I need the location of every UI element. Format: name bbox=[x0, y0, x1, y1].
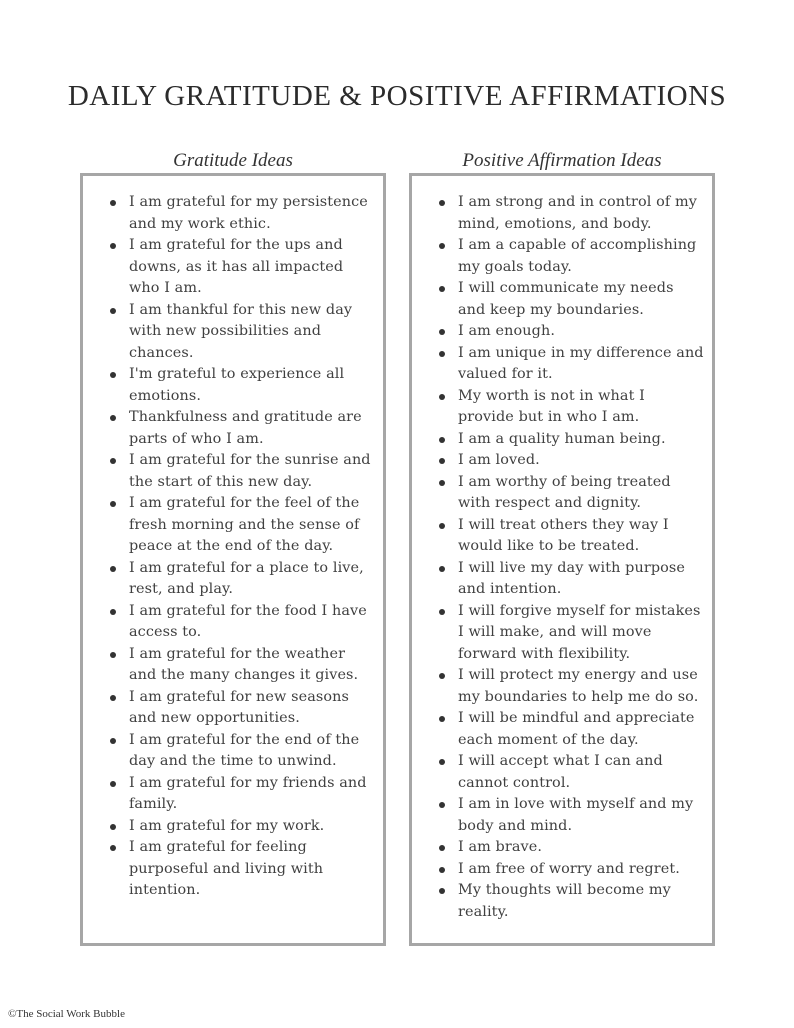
gratitude-item bbox=[105, 601, 375, 644]
bullet-icon bbox=[439, 286, 445, 292]
affirmation-item bbox=[434, 343, 704, 386]
bullet-icon bbox=[110, 845, 116, 851]
bullet-icon bbox=[110, 652, 116, 658]
page-title: DAILY GRATITUDE & POSITIVE AFFIRMATIONS bbox=[67, 80, 727, 112]
affirmations-heading: Positive Affirmation Ideas bbox=[462, 150, 662, 171]
affirmation-item-text: I will protect my energy and use my boundaries to help me do so. bbox=[458, 667, 699, 705]
affirmation-item-text: I am brave. bbox=[458, 839, 543, 855]
gratitude-box bbox=[80, 173, 386, 946]
affirmation-item-text: I am free of worry and regret. bbox=[458, 860, 680, 877]
gratitude-item-text: I am grateful for my friends and family. bbox=[129, 774, 367, 812]
affirmation-item bbox=[434, 859, 704, 881]
affirmation-item bbox=[434, 558, 704, 601]
affirmation-item-text: I am enough. bbox=[458, 323, 556, 339]
affirmation-item-text: I am unique in my difference and valued for it. bbox=[458, 344, 704, 382]
affirmation-item bbox=[434, 278, 704, 321]
affirmation-item bbox=[434, 386, 704, 429]
bullet-icon bbox=[439, 888, 445, 894]
affirmation-item bbox=[434, 794, 704, 837]
gratitude-item-text: I'm grateful to experience all emotions. bbox=[129, 366, 345, 404]
affirmation-item-text: I will live my day with purpose and intention. bbox=[458, 559, 686, 597]
bullet-icon bbox=[439, 458, 445, 464]
affirmation-item bbox=[434, 321, 704, 343]
gratitude-heading: Gratitude Ideas bbox=[173, 150, 293, 171]
gratitude-item bbox=[105, 364, 375, 407]
bullet-icon bbox=[439, 673, 445, 679]
affirmation-item bbox=[434, 837, 704, 859]
affirmation-item-text: I will treat others they way I would like to be treated. bbox=[458, 516, 669, 554]
gratitude-item-text: I am grateful for a place to live, rest, and play. bbox=[129, 559, 364, 597]
bullet-icon bbox=[439, 523, 445, 529]
affirmation-item-text: I am in love with myself and my body and mind. bbox=[458, 796, 694, 834]
affirmation-item bbox=[434, 450, 704, 472]
bullet-icon bbox=[110, 415, 116, 421]
affirmation-item bbox=[434, 192, 704, 235]
gratitude-item-text: I am grateful for the ups and downs, as it has all impacted who I am. bbox=[129, 237, 344, 296]
affirmations-box bbox=[409, 173, 715, 946]
bullet-icon bbox=[110, 200, 116, 206]
bullet-icon bbox=[110, 609, 116, 615]
gratitude-item bbox=[105, 773, 375, 816]
affirmation-item-text: My worth is not in what I provide but in who I am. bbox=[458, 387, 645, 425]
gratitude-item bbox=[105, 450, 375, 493]
affirmation-item bbox=[434, 515, 704, 558]
bullet-icon bbox=[110, 308, 116, 314]
gratitude-item bbox=[105, 407, 375, 450]
affirmation-item bbox=[434, 708, 704, 751]
affirmation-item bbox=[434, 665, 704, 708]
bullet-icon bbox=[439, 609, 445, 615]
affirmations-list bbox=[412, 176, 712, 923]
gratitude-item bbox=[105, 730, 375, 773]
affirmation-item bbox=[434, 601, 704, 666]
bullet-icon bbox=[439, 480, 445, 486]
gratitude-item-text: I am grateful for new seasons and new opportunities. bbox=[129, 688, 350, 726]
bullet-icon bbox=[439, 243, 445, 249]
affirmation-item-text: I am worthy of being treated with respect and dignity. bbox=[458, 473, 671, 511]
gratitude-item bbox=[105, 687, 375, 730]
gratitude-item bbox=[105, 300, 375, 365]
gratitude-item-text: I am grateful for the weather and the many changes it gives. bbox=[129, 645, 359, 683]
copyright-footer: ©The Social Work Bubble bbox=[8, 1008, 125, 1020]
gratitude-item bbox=[105, 493, 375, 558]
affirmation-item-text: I am strong and in control of my mind, emotions, and body. bbox=[458, 194, 697, 232]
bullet-icon bbox=[439, 329, 445, 335]
bullet-icon bbox=[439, 867, 445, 873]
bullet-icon bbox=[439, 802, 445, 808]
affirmation-item bbox=[434, 472, 704, 515]
bullet-icon bbox=[439, 566, 445, 572]
bullet-icon bbox=[110, 372, 116, 378]
gratitude-item-text: I am grateful for the end of the day and the time to unwind. bbox=[129, 731, 360, 769]
bullet-icon bbox=[439, 845, 445, 851]
bullet-icon bbox=[110, 458, 116, 464]
affirmation-item bbox=[434, 880, 704, 923]
gratitude-item-text: I am grateful for my persistence and my work ethic. bbox=[129, 194, 368, 232]
gratitude-item-text: I am grateful for feeling purposeful and living with intention. bbox=[129, 839, 324, 898]
bullet-icon bbox=[110, 566, 116, 572]
gratitude-item bbox=[105, 192, 375, 235]
bullet-icon bbox=[439, 759, 445, 765]
gratitude-list bbox=[83, 176, 383, 902]
bullet-icon bbox=[439, 394, 445, 400]
gratitude-item bbox=[105, 644, 375, 687]
bullet-icon bbox=[110, 781, 116, 787]
bullet-icon bbox=[110, 738, 116, 744]
bullet-icon bbox=[110, 501, 116, 507]
gratitude-item-text: I am grateful for the sunrise and the start of this new day. bbox=[129, 452, 371, 490]
affirmation-item bbox=[434, 429, 704, 451]
affirmation-item-text: I will be mindful and appreciate each moment of the day. bbox=[458, 710, 695, 748]
bullet-icon bbox=[110, 243, 116, 249]
affirmation-item-text: I am loved. bbox=[458, 452, 540, 468]
affirmation-item-text: I am a quality human being. bbox=[458, 430, 666, 447]
gratitude-item bbox=[105, 235, 375, 300]
affirmation-item-text: I will accept what I can and cannot control. bbox=[458, 753, 663, 791]
gratitude-item bbox=[105, 816, 375, 838]
affirmation-item bbox=[434, 751, 704, 794]
bullet-icon bbox=[110, 824, 116, 830]
bullet-icon bbox=[439, 200, 445, 206]
bullet-icon bbox=[110, 695, 116, 701]
affirmation-item-text: I will communicate my needs and keep my boundaries. bbox=[458, 280, 674, 318]
gratitude-item-text: I am grateful for the food I have access to. bbox=[129, 602, 367, 640]
affirmation-item-text: My thoughts will become my reality. bbox=[458, 882, 671, 920]
gratitude-item-text: I am grateful for my work. bbox=[129, 817, 325, 834]
bullet-icon bbox=[439, 351, 445, 357]
affirmation-item bbox=[434, 235, 704, 278]
affirmation-item-text: I will forgive myself for mistakes I will make, and will move forward with flexibility. bbox=[458, 602, 701, 662]
gratitude-item-text: Thankfulness and gratitude are parts of who I am. bbox=[129, 409, 362, 447]
gratitude-item-text: I am thankful for this new day with new possibilities and chances. bbox=[129, 301, 353, 361]
gratitude-item-text: I am grateful for the feel of the fresh morning and the sense of peace at the end of the day. bbox=[129, 495, 360, 554]
bullet-icon bbox=[439, 716, 445, 722]
bullet-icon bbox=[439, 437, 445, 443]
gratitude-item bbox=[105, 837, 375, 902]
gratitude-item bbox=[105, 558, 375, 601]
affirmation-item-text: I am a capable of accomplishing my goals today. bbox=[458, 237, 697, 275]
